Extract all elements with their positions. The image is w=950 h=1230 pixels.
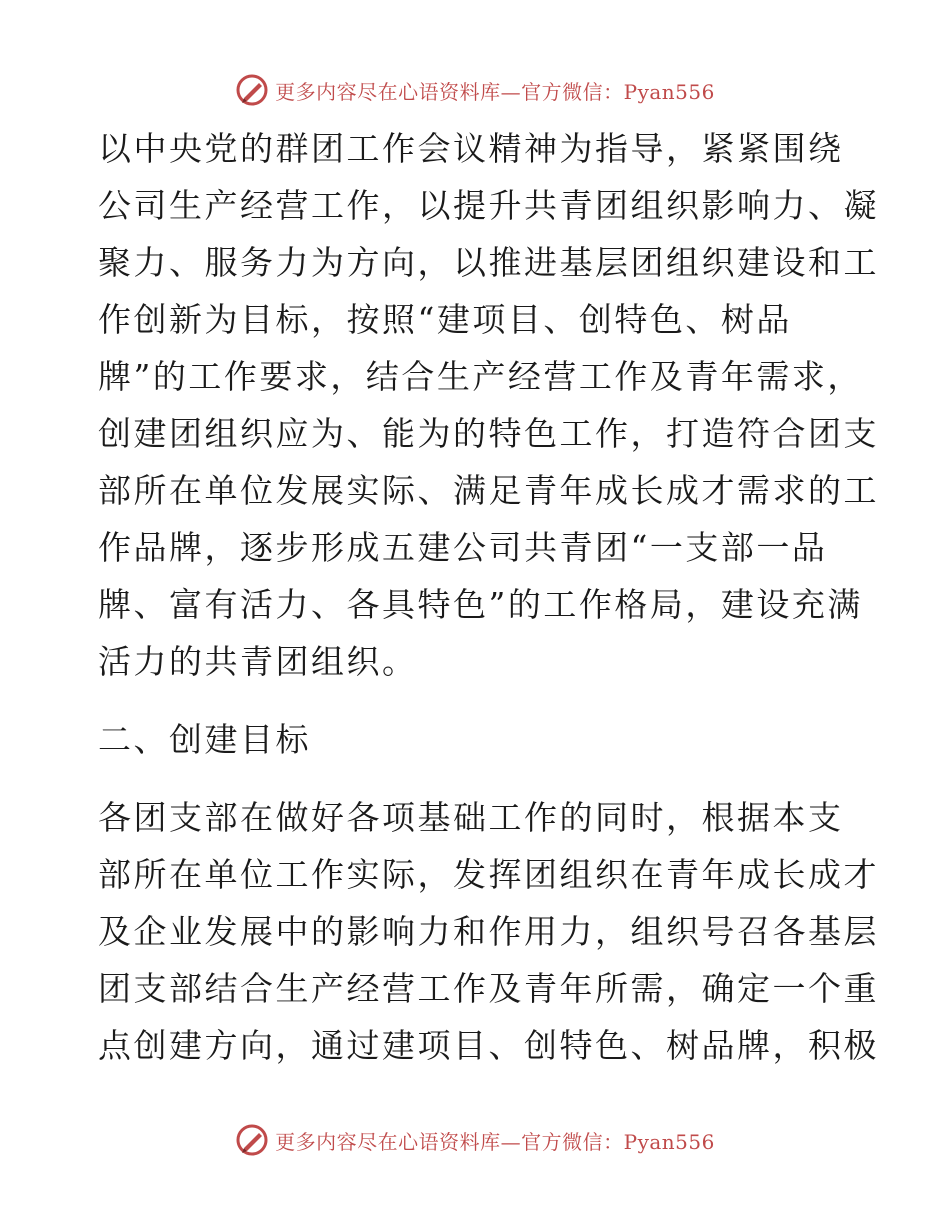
text-line: 聚力、服务力为方向，以推进基层团组织建设和工: [98, 243, 879, 282]
text-line: 创建团组织应为、能为的特色工作，打造符合团支: [98, 414, 879, 453]
text-line: 牌”的工作要求，结合生产经营工作及青年需求，: [98, 357, 863, 396]
text-line: 团支部结合生产经营工作及青年所需，确定一个重: [98, 969, 879, 1008]
text-line: 作品牌，逐步形成五建公司共青团“一支部一品: [98, 528, 828, 567]
text-line: 牌、富有活力、各具特色”的工作格局，建设充满: [98, 585, 863, 624]
text-line: 活力的共青团组织。: [98, 642, 418, 681]
text-line: 公司生产经营工作，以提升共青团组织影响力、凝: [98, 186, 879, 225]
footer-watermark: [0, 1120, 950, 1160]
text-line: 以中央党的群团工作会议精神为指导，紧紧围绕: [98, 129, 844, 168]
watermark-text: 更多内容尽在心语资料库—官方微信：Pyan556: [275, 1129, 715, 1154]
text-line: 部所在单位发展实际、满足青年成长成才需求的工: [98, 471, 879, 510]
watermark-text: 更多内容尽在心语资料库—官方微信：Pyan556: [275, 79, 715, 104]
text-line: 作创新为目标，按照“建项目、创特色、树品: [98, 300, 792, 339]
pen-logo-icon: [235, 1123, 269, 1157]
text-line: 点创建方向，通过建项目、创特色、树品牌，积极: [98, 1026, 879, 1065]
text-line: 及企业发展中的影响力和作用力，组织号召各基层: [98, 912, 879, 951]
text-line: 部所在单位工作实际，发挥团组织在青年成长成才: [98, 855, 879, 894]
section-heading: 二、创建目标: [98, 720, 311, 759]
text-line: 各团支部在做好各项基础工作的同时，根据本支: [98, 798, 844, 837]
